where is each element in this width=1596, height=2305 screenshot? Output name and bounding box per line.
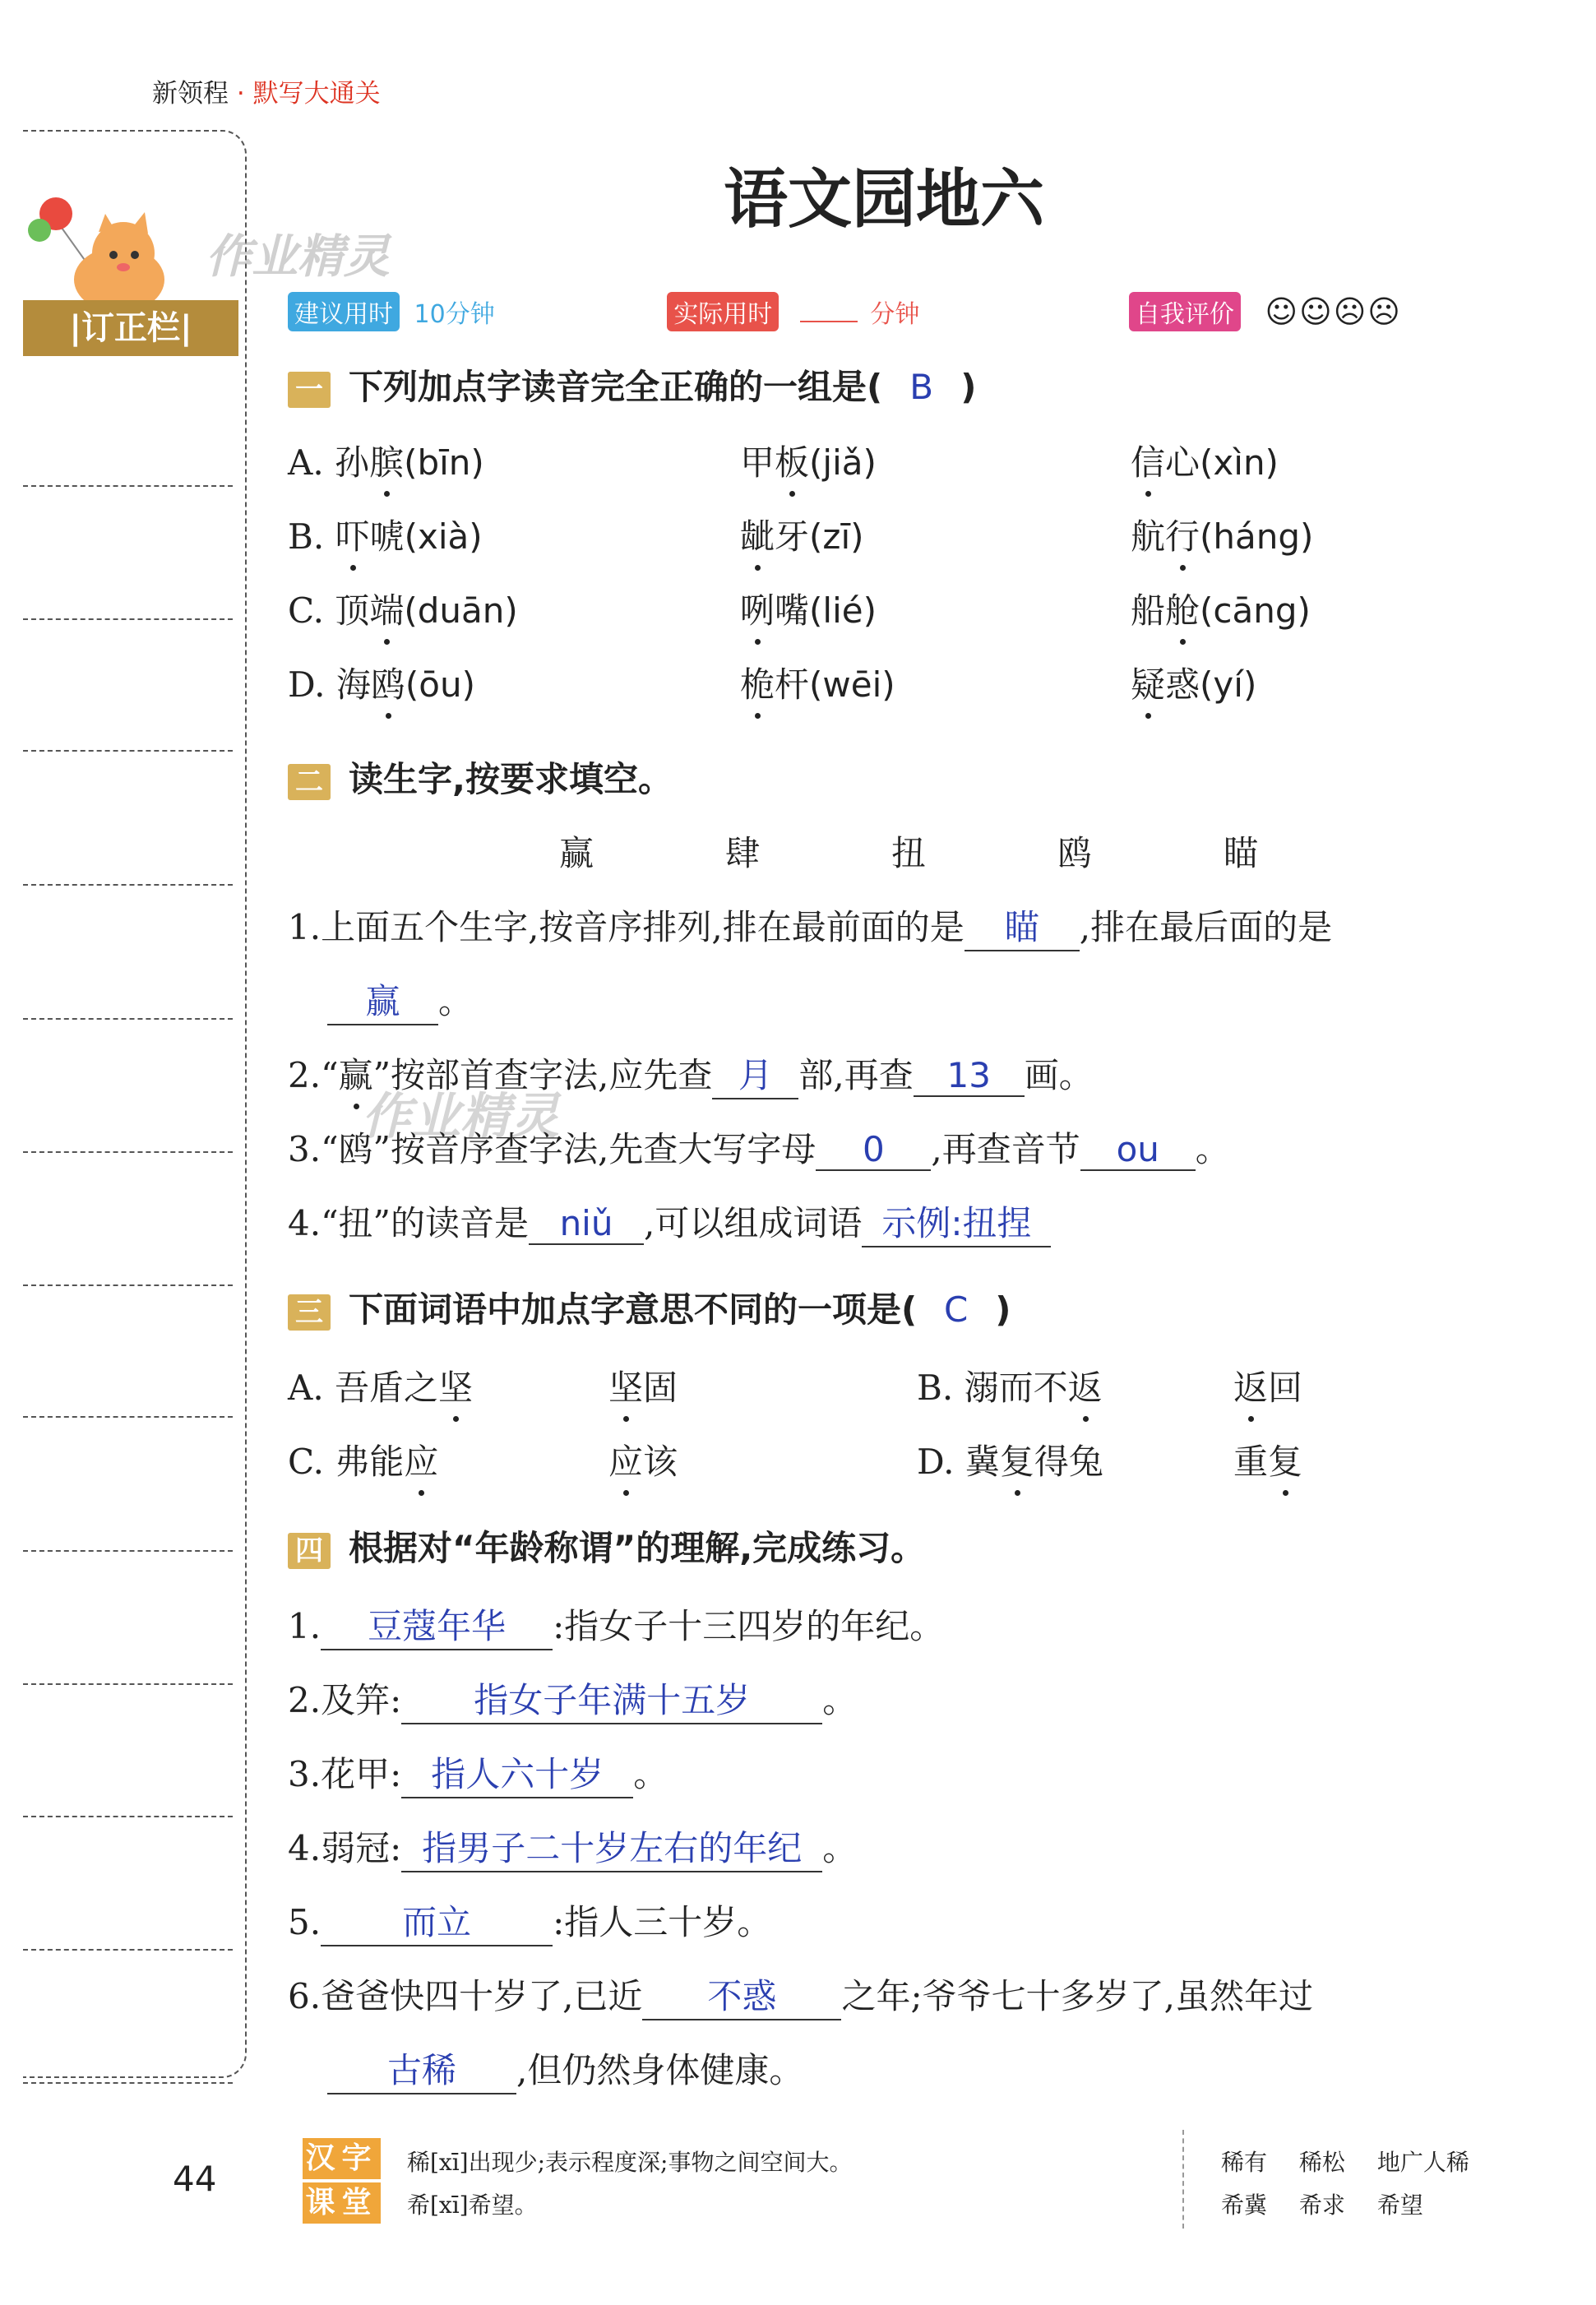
actual-time-blank[interactable] [800,321,858,322]
s3-option-C: C. 弗能应 [288,1435,438,1484]
margin-line [23,2082,233,2084]
s2-q4-answer-a[interactable]: niǔ [529,1203,644,1245]
correction-column-text: |订正栏| [69,309,192,347]
s3-option-A: A. 吾盾之坚 [288,1361,473,1410]
s2-q3: 3.“鸥”按音序查字法,先查大写字母 0 ,再查音节 ou 。 [288,1129,1230,1169]
s4-item1: 1. 豆蔻年华 :指女子十三四岁的年纪。 [288,1599,944,1650]
margin-line [23,750,233,752]
s2-q1-answer-a[interactable]: 瞄 [965,900,1080,951]
char-2: 扭 [891,833,926,873]
correction-column-label [23,300,238,356]
section4-question: 根据对“年龄称谓”的理解,完成练习。 [349,1528,926,1568]
s1-option-C3: 船舱(cāng) [1131,584,1311,633]
s2-q2: 2.“赢”按部首查字法,应先查 月 部,再查 13 画。 [288,1048,1094,1099]
margin-line [23,1018,233,1020]
s2-q1-line2: 赢 。 [327,974,473,1025]
s2-q4: 4.“扭”的读音是 niǔ ,可以组成词语 示例:扭捏 [288,1196,1051,1247]
brand-name: 新领程 [152,79,229,109]
s4-item6-answer-b[interactable]: 古稀 [327,2043,516,2094]
section4-badge: 四 [288,1533,331,1569]
page-title: 语文园地六 [723,163,1044,237]
footer-divider [1182,2130,1184,2229]
margin-line [23,1949,233,1951]
s4-item2-answer[interactable]: 指女子年满十五岁 [401,1673,822,1724]
s3-option-C-word: 应该 [608,1435,678,1484]
s2-characters [559,826,1258,876]
s4-item5-answer[interactable]: 而立 [321,1895,553,1946]
footer-note-1: 稀[xī]出现少;表示程度深;事物之间空间大。 [407,2149,853,2176]
s1-option-D2: 桅杆(wēi) [740,658,895,707]
watermark-middle: 作业精灵 [362,1088,559,1146]
s2-q4-answer-b[interactable]: 示例:扭捏 [862,1196,1051,1247]
s1-option-A1: A. 孙膑(bīn) [288,436,484,485]
s4-item6-line2: 古稀 ,但仍然身体健康。 [327,2043,803,2094]
s3-option-A-word: 坚固 [608,1361,678,1410]
s4-item3: 3.花甲: 指人六十岁 。 [288,1747,668,1798]
s3-option-B-word: 返回 [1233,1361,1302,1410]
box-bottom: 课堂 [303,2182,381,2224]
s4-item6-line1: 6.爸爸快四十岁了,已近 不惑 之年;爷爷七十多岁了,虽然年过 [288,1969,1313,2020]
page-number: 44 [173,2159,217,2199]
char-3: 鸥 [1057,833,1092,873]
section1-answer: B [909,367,934,407]
s2-q3-answer-b[interactable]: ou [1080,1129,1196,1171]
self-evaluation-label: 自我评价 [1129,292,1241,331]
s1-option-B2: 龇牙(zī) [740,510,864,559]
char-0: 赢 [559,833,594,873]
section4-heading [288,1521,925,1571]
s3-option-D: D. 冀复得兔 [917,1435,1103,1484]
s3-option-D-word: 重复 [1233,1435,1302,1484]
box-top: 汉字 [303,2138,381,2179]
margin-line [23,1816,233,1817]
section3-badge: 三 [288,1294,331,1331]
margin-line [23,1151,233,1153]
margin-line [23,1416,233,1418]
suggested-time-label: 建议用时 [288,292,400,331]
s4-item6-answer-a[interactable]: 不惑 [642,1969,841,2020]
section3-heading [288,1283,1011,1332]
suggested-time-value: 10分钟 [414,300,495,329]
footer-words-2: 希冀 希求 希望 [1221,2192,1423,2219]
header-separator: · [236,79,245,109]
s1-option-C2: 咧嘴(lié) [740,584,877,633]
footer-words-1: 稀有 稀松 地广人稀 [1221,2149,1469,2176]
s1-option-B1: B. 吓唬(xià) [288,510,483,559]
evaluation-faces-icon[interactable]: ☺☺☹☹ [1265,294,1402,330]
section3-close: ) [995,1289,1011,1330]
section2-heading [288,752,673,802]
s3-option-B: B. 溺而不返 [917,1361,1103,1410]
s2-q2-answer-b[interactable]: 13 [914,1055,1025,1097]
s4-item3-answer[interactable]: 指人六十岁 [401,1747,633,1798]
s4-item4: 4.弱冠: 指男子二十岁左右的年纪 。 [288,1821,857,1872]
hanzi-classroom-box [303,2138,381,2224]
margin-line [23,884,233,886]
margin-line [23,618,233,620]
char-1: 肆 [724,833,760,873]
section3-question: 下面词语中加点字意思不同的一项是( [349,1289,918,1330]
s2-q1-answer-b[interactable]: 赢 [327,974,438,1025]
section3-answer: C [944,1289,969,1330]
actual-time-label: 实际用时 [667,292,779,331]
margin-line [23,1284,233,1286]
s1-option-A3: 信心(xìn) [1131,436,1279,485]
s1-option-B3: 航行(háng) [1131,510,1313,559]
s2-q2-answer-a[interactable]: 月 [712,1048,798,1099]
running-header [152,72,381,109]
actual-time-unit: 分钟 [870,300,920,329]
margin-line [23,1550,233,1552]
timing-row [288,292,1439,333]
s4-item5: 5. 而立 :指人三十岁。 [288,1895,771,1946]
watermark-top: 作业精灵 [206,230,390,284]
footer-note-2: 希[xī]希望。 [407,2192,538,2219]
section1-heading [288,360,976,410]
section1-question: 下列加点字读音完全正确的一组是( [349,367,883,407]
series-name: 默写大通关 [252,79,381,109]
s1-option-A2: 甲板(jiǎ) [740,436,877,485]
s1-option-D3: 疑惑(yí) [1131,658,1256,707]
s2-q3-answer-a[interactable]: 0 [816,1129,931,1171]
margin-frame [23,130,247,2078]
margin-line [23,1683,233,1685]
section2-question: 读生字,按要求填空。 [349,759,673,799]
char-4: 瞄 [1223,833,1258,873]
s1-option-D1: D. 海鸥(ōu) [288,658,475,707]
s4-item2: 2.及笄: 指女子年满十五岁 。 [288,1673,857,1724]
section1-badge: 一 [288,372,331,408]
s4-item4-answer[interactable]: 指男子二十岁左右的年纪 [401,1821,822,1872]
s1-option-C1: C. 顶端(duān) [288,584,518,633]
section1-close: ) [960,367,977,407]
s4-item1-answer[interactable]: 豆蔻年华 [321,1599,553,1650]
s2-q1-line1: 1.上面五个生字,按音序排列,排在最前面的是 瞄 ,排在最后面的是 [288,900,1332,951]
section2-badge: 二 [288,764,331,800]
margin-line [23,485,233,487]
